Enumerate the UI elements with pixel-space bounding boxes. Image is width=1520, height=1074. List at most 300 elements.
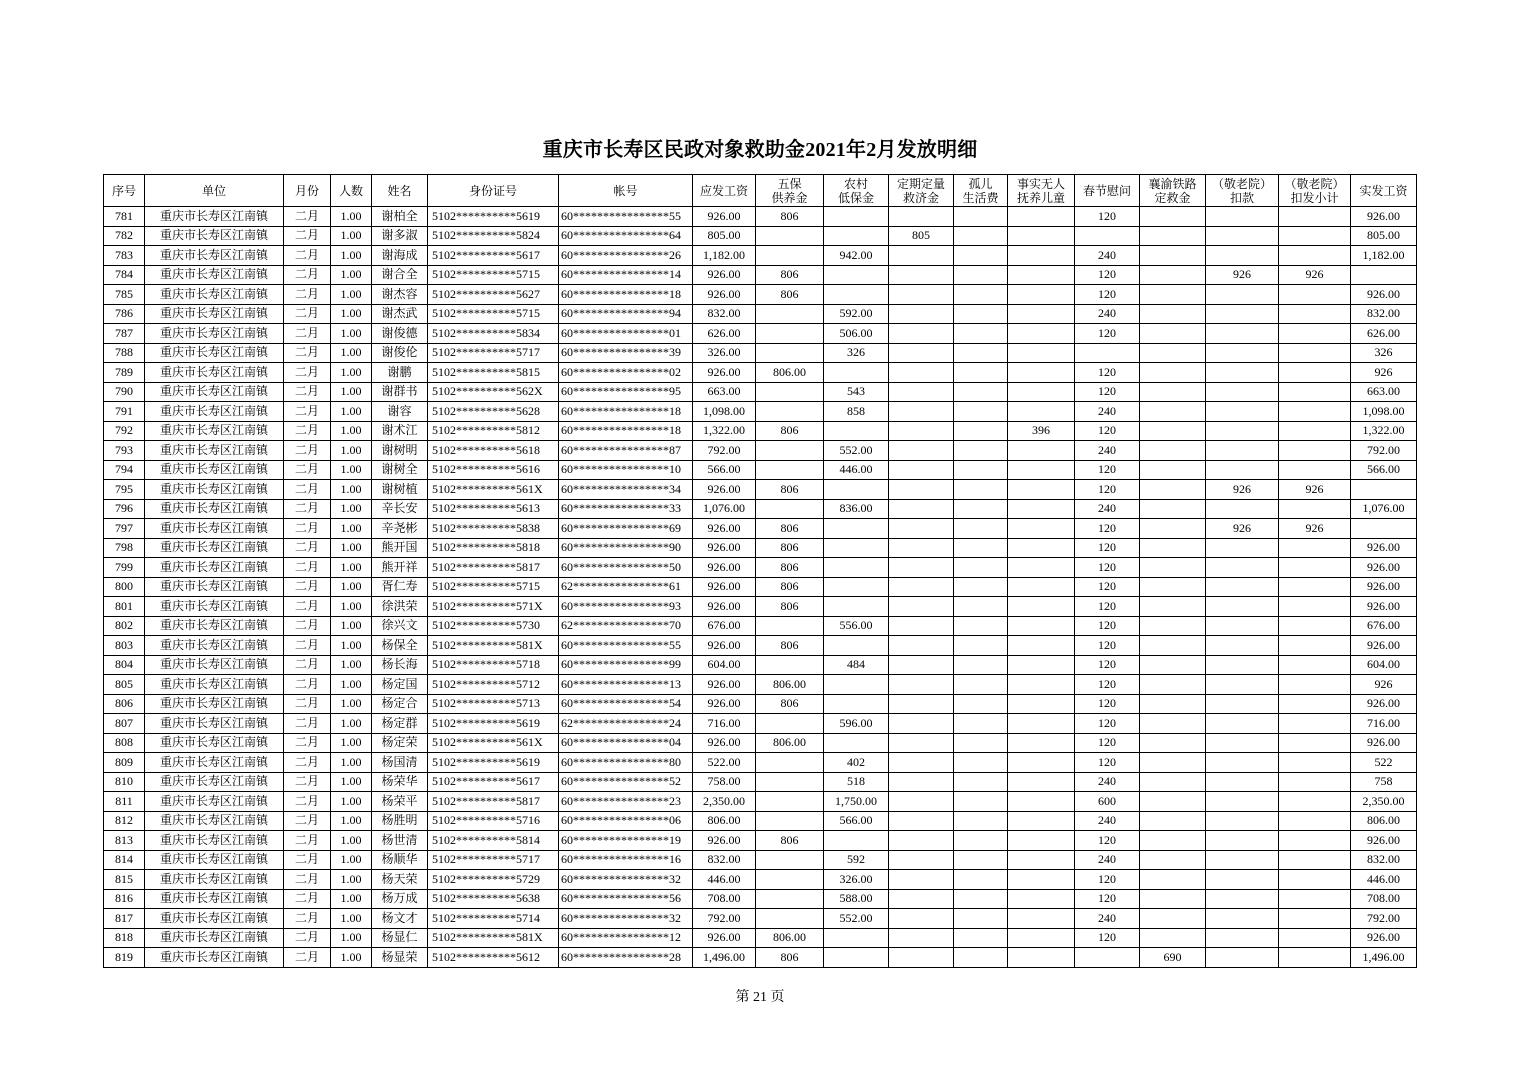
cell-gross-pay: 926.00: [693, 694, 756, 714]
cell-gross-pay: 926.00: [693, 519, 756, 539]
cell-nursing-home-deduction-subtotal: [1279, 538, 1351, 558]
cell-net-pay: 708.00: [1351, 889, 1417, 909]
cell-spring-festival-bonus: [1075, 948, 1140, 968]
cell-de-facto-unsupported-child: [1008, 285, 1075, 305]
cell-rural-subsistence-allowance: 592: [824, 850, 889, 870]
cell-periodic-relief: [889, 831, 954, 851]
header-five-guarantee-allowance: 五保 供养金: [756, 175, 824, 207]
cell-unit: 重庆市长寿区江南镇: [145, 733, 284, 753]
cell-nursing-home-deduction: [1206, 889, 1279, 909]
cell-account: 60****************02: [559, 363, 693, 383]
cell-rural-subsistence-allowance: [824, 421, 889, 441]
cell-five-guarantee-allowance: [756, 343, 824, 363]
document-title: 重庆市长寿区民政对象救助金2021年2月发放明细: [542, 139, 978, 161]
cell-five-guarantee-allowance: [756, 714, 824, 734]
cell-month: 二月: [284, 948, 331, 968]
cell-gross-pay: 926.00: [693, 538, 756, 558]
cell-de-facto-unsupported-child: [1008, 753, 1075, 773]
cell-de-facto-unsupported-child: [1008, 948, 1075, 968]
cell-nursing-home-deduction: [1206, 694, 1279, 714]
cell-nursing-home-deduction-subtotal: [1279, 811, 1351, 831]
cell-unit: 重庆市长寿区江南镇: [145, 792, 284, 812]
cell-rural-subsistence-allowance: 836.00: [824, 499, 889, 519]
cell-xiangyu-railway-relief: [1140, 226, 1206, 246]
cell-gross-pay: 832.00: [693, 304, 756, 324]
cell-five-guarantee-allowance: 806: [756, 538, 824, 558]
cell-rural-subsistence-allowance: [824, 265, 889, 285]
cell-id-number: 5102**********5717: [428, 850, 559, 870]
cell-de-facto-unsupported-child: [1008, 519, 1075, 539]
cell-headcount: 1.00: [331, 675, 372, 695]
cell-unit: 重庆市长寿区江南镇: [145, 441, 284, 461]
cell-unit: 重庆市长寿区江南镇: [145, 655, 284, 675]
cell-de-facto-unsupported-child: [1008, 772, 1075, 792]
cell-seq: 783: [104, 246, 145, 266]
header-row: [104, 175, 1417, 207]
cell-nursing-home-deduction: [1206, 948, 1279, 968]
cell-month: 二月: [284, 538, 331, 558]
cell-account: 60****************55: [559, 636, 693, 656]
cell-five-guarantee-allowance: 806: [756, 480, 824, 500]
cell-name: 谢杰容: [372, 285, 428, 305]
cell-seq: 797: [104, 519, 145, 539]
cell-seq: 792: [104, 421, 145, 441]
cell-xiangyu-railway-relief: [1140, 577, 1206, 597]
cell-de-facto-unsupported-child: [1008, 363, 1075, 383]
cell-name: 谢鹏: [372, 363, 428, 383]
cell-net-pay: [1351, 265, 1417, 285]
cell-name: 杨定合: [372, 694, 428, 714]
cell-unit: 重庆市长寿区江南镇: [145, 616, 284, 636]
cell-xiangyu-railway-relief: 690: [1140, 948, 1206, 968]
cell-spring-festival-bonus: 240: [1075, 772, 1140, 792]
cell-xiangyu-railway-relief: [1140, 207, 1206, 227]
cell-five-guarantee-allowance: [756, 909, 824, 929]
cell-net-pay: 566.00: [1351, 460, 1417, 480]
cell-headcount: 1.00: [331, 421, 372, 441]
cell-month: 二月: [284, 850, 331, 870]
cell-periodic-relief: [889, 850, 954, 870]
cell-xiangyu-railway-relief: [1140, 421, 1206, 441]
cell-seq: 790: [104, 382, 145, 402]
cell-account: 60****************10: [559, 460, 693, 480]
cell-nursing-home-deduction-subtotal: [1279, 577, 1351, 597]
cell-month: 二月: [284, 499, 331, 519]
cell-nursing-home-deduction-subtotal: [1279, 324, 1351, 344]
cell-de-facto-unsupported-child: [1008, 870, 1075, 890]
cell-gross-pay: 926.00: [693, 285, 756, 305]
cell-gross-pay: 522.00: [693, 753, 756, 773]
cell-spring-festival-bonus: 120: [1075, 616, 1140, 636]
cell-headcount: 1.00: [331, 519, 372, 539]
cell-id-number: 5102**********5718: [428, 655, 559, 675]
cell-unit: 重庆市长寿区江南镇: [145, 636, 284, 656]
cell-headcount: 1.00: [331, 402, 372, 422]
cell-gross-pay: 676.00: [693, 616, 756, 636]
cell-orphan-living-allowance: [954, 207, 1008, 227]
cell-net-pay: 1,098.00: [1351, 402, 1417, 422]
cell-periodic-relief: [889, 402, 954, 422]
cell-gross-pay: 1,076.00: [693, 499, 756, 519]
cell-spring-festival-bonus: 240: [1075, 441, 1140, 461]
cell-nursing-home-deduction-subtotal: [1279, 343, 1351, 363]
cell-orphan-living-allowance: [954, 324, 1008, 344]
table-row: [104, 870, 1417, 890]
cell-headcount: 1.00: [331, 499, 372, 519]
cell-de-facto-unsupported-child: [1008, 694, 1075, 714]
cell-nursing-home-deduction: [1206, 733, 1279, 753]
cell-periodic-relief: [889, 343, 954, 363]
cell-nursing-home-deduction-subtotal: [1279, 831, 1351, 851]
cell-month: 二月: [284, 363, 331, 383]
cell-orphan-living-allowance: [954, 772, 1008, 792]
cell-rural-subsistence-allowance: [824, 636, 889, 656]
cell-seq: 799: [104, 558, 145, 578]
cell-net-pay: 926.00: [1351, 577, 1417, 597]
cell-headcount: 1.00: [331, 889, 372, 909]
cell-periodic-relief: [889, 324, 954, 344]
cell-account: 60****************13: [559, 675, 693, 695]
cell-name: 杨世清: [372, 831, 428, 851]
cell-unit: 重庆市长寿区江南镇: [145, 928, 284, 948]
cell-headcount: 1.00: [331, 850, 372, 870]
cell-orphan-living-allowance: [954, 733, 1008, 753]
cell-net-pay: 626.00: [1351, 324, 1417, 344]
cell-account: 60****************23: [559, 792, 693, 812]
cell-periodic-relief: [889, 772, 954, 792]
cell-five-guarantee-allowance: [756, 441, 824, 461]
header-id-number: 身份证号: [428, 175, 559, 207]
cell-de-facto-unsupported-child: [1008, 597, 1075, 617]
cell-seq: 816: [104, 889, 145, 909]
cell-nursing-home-deduction-subtotal: [1279, 772, 1351, 792]
cell-name: 谢群书: [372, 382, 428, 402]
cell-name: 谢树全: [372, 460, 428, 480]
cell-five-guarantee-allowance: 806.00: [756, 675, 824, 695]
cell-gross-pay: 1,182.00: [693, 246, 756, 266]
cell-month: 二月: [284, 265, 331, 285]
cell-id-number: 5102**********5818: [428, 538, 559, 558]
cell-month: 二月: [284, 226, 331, 246]
cell-name: 谢术江: [372, 421, 428, 441]
table-row: [104, 382, 1417, 402]
cell-month: 二月: [284, 870, 331, 890]
cell-nursing-home-deduction: [1206, 343, 1279, 363]
cell-nursing-home-deduction-subtotal: [1279, 675, 1351, 695]
cell-unit: 重庆市长寿区江南镇: [145, 363, 284, 383]
cell-nursing-home-deduction: [1206, 246, 1279, 266]
cell-id-number: 5102**********5619: [428, 714, 559, 734]
cell-month: 二月: [284, 811, 331, 831]
cell-month: 二月: [284, 285, 331, 305]
cell-account: 60****************64: [559, 226, 693, 246]
cell-nursing-home-deduction: [1206, 226, 1279, 246]
table-row: [104, 480, 1417, 500]
cell-unit: 重庆市长寿区江南镇: [145, 382, 284, 402]
cell-spring-festival-bonus: 120: [1075, 363, 1140, 383]
table-row: [104, 733, 1417, 753]
cell-month: 二月: [284, 928, 331, 948]
cell-nursing-home-deduction-subtotal: [1279, 285, 1351, 305]
cell-gross-pay: 926.00: [693, 597, 756, 617]
cell-xiangyu-railway-relief: [1140, 304, 1206, 324]
cell-de-facto-unsupported-child: [1008, 304, 1075, 324]
cell-headcount: 1.00: [331, 246, 372, 266]
table-row: [104, 421, 1417, 441]
header-orphan-living-allowance: 孤儿 生活费: [954, 175, 1008, 207]
cell-headcount: 1.00: [331, 733, 372, 753]
cell-nursing-home-deduction: [1206, 597, 1279, 617]
cell-gross-pay: 708.00: [693, 889, 756, 909]
cell-nursing-home-deduction-subtotal: [1279, 558, 1351, 578]
cell-id-number: 5102**********581X: [428, 636, 559, 656]
cell-rural-subsistence-allowance: [824, 519, 889, 539]
cell-rural-subsistence-allowance: [824, 558, 889, 578]
cell-gross-pay: 926.00: [693, 636, 756, 656]
cell-nursing-home-deduction-subtotal: [1279, 714, 1351, 734]
cell-net-pay: 1,076.00: [1351, 499, 1417, 519]
cell-de-facto-unsupported-child: [1008, 226, 1075, 246]
cell-month: 二月: [284, 792, 331, 812]
cell-xiangyu-railway-relief: [1140, 519, 1206, 539]
cell-spring-festival-bonus: 120: [1075, 207, 1140, 227]
cell-unit: 重庆市长寿区江南镇: [145, 909, 284, 929]
cell-net-pay: 792.00: [1351, 909, 1417, 929]
cell-five-guarantee-allowance: 806: [756, 597, 824, 617]
cell-rural-subsistence-allowance: 484: [824, 655, 889, 675]
cell-orphan-living-allowance: [954, 694, 1008, 714]
cell-spring-festival-bonus: 120: [1075, 285, 1140, 305]
cell-month: 二月: [284, 421, 331, 441]
cell-rural-subsistence-allowance: 446.00: [824, 460, 889, 480]
cell-headcount: 1.00: [331, 655, 372, 675]
cell-name: 熊开祥: [372, 558, 428, 578]
cell-month: 二月: [284, 597, 331, 617]
cell-orphan-living-allowance: [954, 753, 1008, 773]
cell-seq: 796: [104, 499, 145, 519]
cell-seq: 807: [104, 714, 145, 734]
cell-headcount: 1.00: [331, 772, 372, 792]
cell-orphan-living-allowance: [954, 714, 1008, 734]
cell-nursing-home-deduction: [1206, 850, 1279, 870]
cell-name: 杨显仁: [372, 928, 428, 948]
table-row: [104, 441, 1417, 461]
cell-unit: 重庆市长寿区江南镇: [145, 675, 284, 695]
cell-id-number: 5102**********5717: [428, 343, 559, 363]
cell-id-number: 5102**********571X: [428, 597, 559, 617]
cell-unit: 重庆市长寿区江南镇: [145, 948, 284, 968]
cell-headcount: 1.00: [331, 870, 372, 890]
cell-nursing-home-deduction-subtotal: [1279, 850, 1351, 870]
cell-spring-festival-bonus: 120: [1075, 519, 1140, 539]
cell-headcount: 1.00: [331, 597, 372, 617]
cell-account: 60****************16: [559, 850, 693, 870]
cell-periodic-relief: [889, 577, 954, 597]
cell-rural-subsistence-allowance: 552.00: [824, 441, 889, 461]
cell-five-guarantee-allowance: [756, 402, 824, 422]
cell-nursing-home-deduction-subtotal: 926: [1279, 265, 1351, 285]
cell-periodic-relief: [889, 480, 954, 500]
cell-account: 60****************18: [559, 421, 693, 441]
cell-xiangyu-railway-relief: [1140, 382, 1206, 402]
cell-xiangyu-railway-relief: [1140, 655, 1206, 675]
cell-month: 二月: [284, 382, 331, 402]
cell-name: 徐洪荣: [372, 597, 428, 617]
cell-seq: 788: [104, 343, 145, 363]
cell-unit: 重庆市长寿区江南镇: [145, 246, 284, 266]
cell-orphan-living-allowance: [954, 948, 1008, 968]
cell-nursing-home-deduction-subtotal: 926: [1279, 519, 1351, 539]
cell-xiangyu-railway-relief: [1140, 636, 1206, 656]
cell-periodic-relief: [889, 811, 954, 831]
cell-seq: 784: [104, 265, 145, 285]
cell-de-facto-unsupported-child: [1008, 889, 1075, 909]
cell-rural-subsistence-allowance: 543: [824, 382, 889, 402]
cell-nursing-home-deduction-subtotal: [1279, 499, 1351, 519]
cell-five-guarantee-allowance: [756, 226, 824, 246]
cell-headcount: 1.00: [331, 382, 372, 402]
cell-headcount: 1.00: [331, 928, 372, 948]
table-header: [104, 175, 1417, 207]
header-xiangyu-railway-relief: 襄渝铁路 定救金: [1140, 175, 1206, 207]
cell-seq: 817: [104, 909, 145, 929]
cell-xiangyu-railway-relief: [1140, 558, 1206, 578]
cell-gross-pay: 806.00: [693, 811, 756, 831]
cell-gross-pay: 926.00: [693, 831, 756, 851]
cell-headcount: 1.00: [331, 324, 372, 344]
cell-account: 60****************39: [559, 343, 693, 363]
cell-seq: 785: [104, 285, 145, 305]
cell-de-facto-unsupported-child: [1008, 792, 1075, 812]
cell-net-pay: 926.00: [1351, 831, 1417, 851]
cell-periodic-relief: [889, 792, 954, 812]
cell-nursing-home-deduction: [1206, 675, 1279, 695]
cell-de-facto-unsupported-child: [1008, 909, 1075, 929]
cell-spring-festival-bonus: 240: [1075, 850, 1140, 870]
cell-spring-festival-bonus: 120: [1075, 480, 1140, 500]
table-row: [104, 772, 1417, 792]
cell-nursing-home-deduction-subtotal: [1279, 948, 1351, 968]
cell-nursing-home-deduction: [1206, 811, 1279, 831]
cell-xiangyu-railway-relief: [1140, 889, 1206, 909]
table-row: [104, 246, 1417, 266]
cell-xiangyu-railway-relief: [1140, 499, 1206, 519]
table-row: [104, 343, 1417, 363]
cell-seq: 802: [104, 616, 145, 636]
cell-nursing-home-deduction: [1206, 636, 1279, 656]
header-headcount: 人数: [331, 175, 372, 207]
cell-net-pay: 926.00: [1351, 733, 1417, 753]
cell-account: 60****************99: [559, 655, 693, 675]
cell-unit: 重庆市长寿区江南镇: [145, 324, 284, 344]
cell-periodic-relief: [889, 694, 954, 714]
header-account: 帐号: [559, 175, 693, 207]
cell-xiangyu-railway-relief: [1140, 753, 1206, 773]
cell-de-facto-unsupported-child: [1008, 733, 1075, 753]
cell-orphan-living-allowance: [954, 226, 1008, 246]
cell-unit: 重庆市长寿区江南镇: [145, 811, 284, 831]
cell-month: 二月: [284, 402, 331, 422]
cell-name: 谢容: [372, 402, 428, 422]
cell-gross-pay: 2,350.00: [693, 792, 756, 812]
cell-five-guarantee-allowance: 806: [756, 948, 824, 968]
cell-gross-pay: 663.00: [693, 382, 756, 402]
cell-orphan-living-allowance: [954, 382, 1008, 402]
header-net-pay: 实发工资: [1351, 175, 1417, 207]
cell-seq: 791: [104, 402, 145, 422]
cell-rural-subsistence-allowance: [824, 207, 889, 227]
cell-account: 60****************93: [559, 597, 693, 617]
cell-de-facto-unsupported-child: [1008, 441, 1075, 461]
cell-five-guarantee-allowance: [756, 616, 824, 636]
cell-account: 60****************06: [559, 811, 693, 831]
cell-rural-subsistence-allowance: [824, 538, 889, 558]
cell-rural-subsistence-allowance: [824, 480, 889, 500]
cell-headcount: 1.00: [331, 285, 372, 305]
cell-five-guarantee-allowance: 806: [756, 636, 824, 656]
cell-unit: 重庆市长寿区江南镇: [145, 889, 284, 909]
cell-account: 60****************04: [559, 733, 693, 753]
cell-orphan-living-allowance: [954, 889, 1008, 909]
cell-nursing-home-deduction-subtotal: [1279, 382, 1351, 402]
table-row: [104, 226, 1417, 246]
cell-xiangyu-railway-relief: [1140, 870, 1206, 890]
cell-gross-pay: 758.00: [693, 772, 756, 792]
cell-unit: 重庆市长寿区江南镇: [145, 304, 284, 324]
cell-nursing-home-deduction: [1206, 772, 1279, 792]
cell-periodic-relief: [889, 753, 954, 773]
cell-nursing-home-deduction: [1206, 421, 1279, 441]
cell-net-pay: 926.00: [1351, 597, 1417, 617]
cell-id-number: 5102**********5812: [428, 421, 559, 441]
cell-periodic-relief: [889, 246, 954, 266]
cell-headcount: 1.00: [331, 226, 372, 246]
cell-rural-subsistence-allowance: [824, 363, 889, 383]
cell-orphan-living-allowance: [954, 421, 1008, 441]
table-row: [104, 499, 1417, 519]
cell-gross-pay: 926.00: [693, 363, 756, 383]
cell-nursing-home-deduction: [1206, 753, 1279, 773]
cell-nursing-home-deduction: [1206, 577, 1279, 597]
cell-five-guarantee-allowance: [756, 304, 824, 324]
cell-de-facto-unsupported-child: [1008, 616, 1075, 636]
cell-periodic-relief: [889, 519, 954, 539]
cell-id-number: 5102**********5838: [428, 519, 559, 539]
cell-name: 谢树明: [372, 441, 428, 461]
cell-nursing-home-deduction-subtotal: [1279, 733, 1351, 753]
table-row: [104, 402, 1417, 422]
cell-xiangyu-railway-relief: [1140, 694, 1206, 714]
cell-seq: 794: [104, 460, 145, 480]
cell-unit: 重庆市长寿区江南镇: [145, 343, 284, 363]
cell-account: 62****************61: [559, 577, 693, 597]
cell-month: 二月: [284, 558, 331, 578]
table-row: [104, 792, 1417, 812]
cell-unit: 重庆市长寿区江南镇: [145, 207, 284, 227]
cell-name: 谢俊德: [372, 324, 428, 344]
cell-de-facto-unsupported-child: [1008, 538, 1075, 558]
cell-xiangyu-railway-relief: [1140, 343, 1206, 363]
cell-net-pay: 676.00: [1351, 616, 1417, 636]
cell-nursing-home-deduction-subtotal: 926: [1279, 480, 1351, 500]
cell-orphan-living-allowance: [954, 655, 1008, 675]
cell-month: 二月: [284, 636, 331, 656]
cell-nursing-home-deduction: [1206, 207, 1279, 227]
cell-account: 60****************90: [559, 538, 693, 558]
cell-five-guarantee-allowance: [756, 772, 824, 792]
cell-seq: 800: [104, 577, 145, 597]
cell-nursing-home-deduction: 926: [1206, 519, 1279, 539]
